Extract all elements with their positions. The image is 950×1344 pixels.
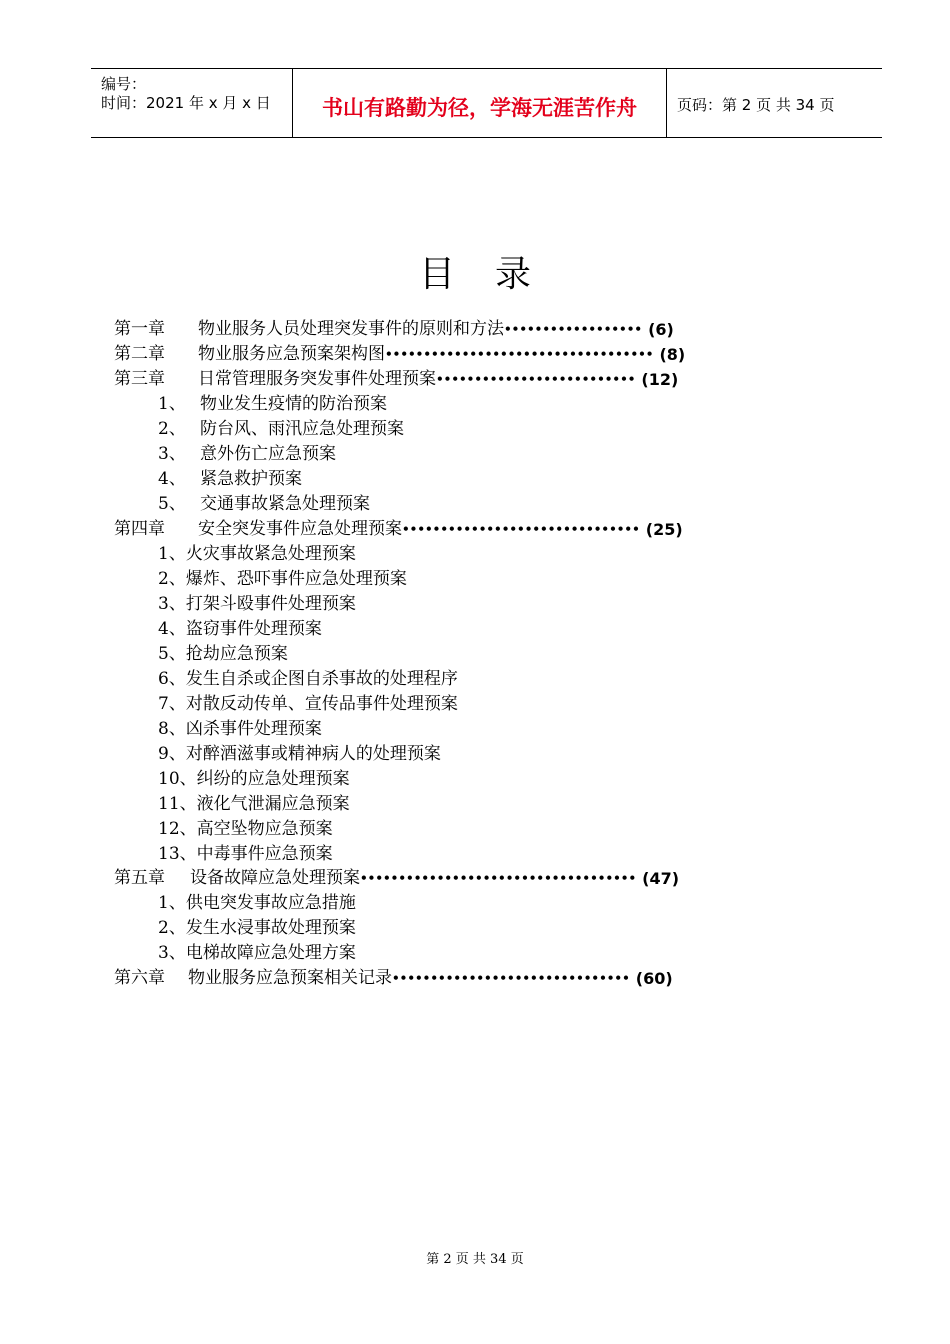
- chapter-title: 设备故障应急处理预案: [190, 868, 360, 888]
- toc-chapter-3[interactable]: [114, 367, 714, 392]
- item-title: 交通事故紧急处理预案: [200, 494, 370, 514]
- leader-dots: ••••••••••••••••••••••••••••••••••••: [360, 871, 637, 885]
- toc-item[interactable]: 9、对醉酒滋事或精神病人的处理预案: [158, 744, 441, 764]
- item-title: 紧急救护预案: [200, 469, 302, 489]
- toc-item[interactable]: 2、发生水浸事故处理预案: [158, 918, 356, 938]
- toc-item[interactable]: [158, 442, 336, 467]
- leader-dots: ••••••••••••••••••: [504, 322, 643, 336]
- chapter-title: 物业服务应急预案架构图: [198, 344, 385, 364]
- toc-item[interactable]: 5、抢劫应急预案: [158, 644, 288, 664]
- chapter-page: (8): [659, 345, 686, 364]
- page-title: 目录: [418, 254, 571, 295]
- toc-item[interactable]: 11、液化气泄漏应急预案: [158, 794, 350, 814]
- leader-dots: •••••••••••••••••••••••••••••••••••: [385, 347, 654, 361]
- header-left-cell: [91, 69, 293, 137]
- chapter-page: (47): [642, 869, 680, 888]
- item-number: 4、: [158, 469, 186, 489]
- toc-item[interactable]: 7、对散反动传单、宣传品事件处理预案: [158, 694, 458, 714]
- motto: 书山有路勤为径，学海无涯苦作舟: [322, 96, 637, 120]
- item-number: 5、: [158, 494, 186, 514]
- toc-item[interactable]: 3、电梯故障应急处理方案: [158, 943, 356, 963]
- toc-chapter-2[interactable]: [114, 342, 714, 367]
- chapter-page: (12): [641, 370, 679, 389]
- toc-chapter-6[interactable]: [114, 966, 714, 991]
- toc-chapter-1[interactable]: [114, 317, 714, 342]
- toc-item[interactable]: 1、供电突发事故应急措施: [158, 893, 356, 913]
- toc-item[interactable]: 6、发生自杀或企图自杀事故的处理程序: [158, 669, 458, 689]
- leader-dots: •••••••••••••••••••••••••••••••: [402, 522, 640, 536]
- toc-chapter-5[interactable]: [114, 866, 714, 891]
- chapter-page: (60): [635, 969, 673, 988]
- chapter-title: 物业服务人员处理突发事件的原则和方法: [198, 319, 504, 339]
- chapter-number: 第四章: [114, 519, 165, 539]
- chapter-number: 第五章: [114, 868, 165, 888]
- item-title: 防台风、雨汛应急处理预案: [200, 419, 404, 439]
- toc-item[interactable]: [158, 492, 370, 517]
- chapter-title: 日常管理服务突发事件处理预案: [198, 369, 436, 389]
- item-number: 1、: [158, 394, 186, 414]
- page-header: [91, 68, 882, 138]
- toc-item[interactable]: 8、凶杀事件处理预案: [158, 719, 322, 739]
- chapter-title: 物业服务应急预案相关记录: [188, 968, 392, 988]
- chapter-number: 第六章: [114, 968, 165, 988]
- item-number: 3、: [158, 444, 186, 464]
- toc-item[interactable]: 3、打架斗殴事件处理预案: [158, 594, 356, 614]
- item-title: 物业发生疫情的防治预案: [200, 394, 387, 414]
- toc-item[interactable]: 2、爆炸、恐吓事件应急处理预案: [158, 569, 407, 589]
- toc-chapter-4[interactable]: [114, 517, 714, 542]
- page-footer: 第 2 页 共 34 页: [426, 1252, 524, 1267]
- toc-item[interactable]: 13、中毒事件应急预案: [158, 844, 333, 864]
- chapter-number: 第一章: [114, 319, 165, 339]
- toc-item[interactable]: 10、纠纷的应急处理预案: [158, 769, 350, 789]
- item-title: 意外伤亡应急预案: [200, 444, 336, 464]
- toc-item[interactable]: [158, 417, 404, 442]
- toc-item[interactable]: 4、盗窃事件处理预案: [158, 619, 322, 639]
- toc-item[interactable]: 12、高空坠物应急预案: [158, 819, 333, 839]
- toc-item[interactable]: 1、火灾事故紧急处理预案: [158, 544, 356, 564]
- chapter-number: 第二章: [114, 344, 165, 364]
- chapter-page: (6): [648, 320, 674, 339]
- header-right-cell: [667, 69, 882, 137]
- page-info: 页码：第 2 页 共 34 页: [677, 96, 835, 114]
- number-label: 编号：: [101, 75, 147, 93]
- item-number: 2、: [158, 419, 186, 439]
- chapter-title: 安全突发事件应急处理预案: [198, 519, 402, 539]
- toc-item[interactable]: [158, 392, 387, 417]
- chapter-number: 第三章: [114, 369, 165, 389]
- leader-dots: ••••••••••••••••••••••••••: [436, 372, 636, 386]
- header-middle-cell: [293, 69, 667, 137]
- chapter-page: (25): [645, 520, 683, 539]
- time-label: 时间：2021 年 x 月 x 日: [101, 94, 271, 112]
- toc-item[interactable]: [158, 467, 302, 492]
- leader-dots: •••••••••••••••••••••••••••••••: [392, 971, 630, 985]
